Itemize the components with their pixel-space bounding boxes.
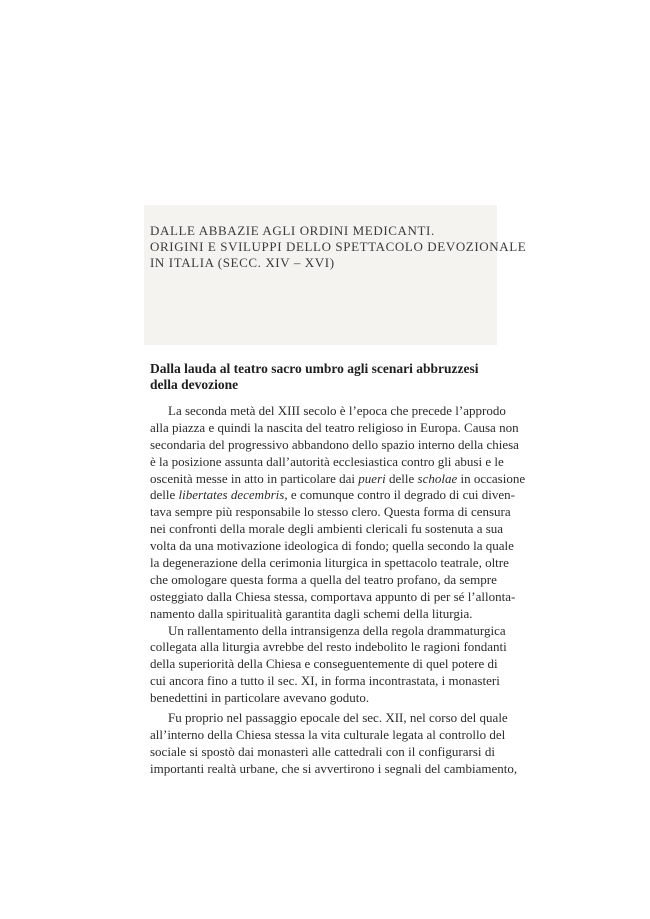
paragraph-1-line: osteggiato dalla Chiesa stessa, comportava appunto di per sé l’allonta-	[150, 588, 516, 604]
italic-term-scholae: scholae	[417, 470, 458, 486]
chapter-title-line-1: DALLE ABBAZIE AGLI ORDINI MEDICANTI.	[150, 223, 435, 238]
paragraph-2-line: benedettini in particolare avevano goduto.	[150, 690, 370, 706]
paragraph-2-line: della superiorità della Chiesa e conseguentemente di quel potere di	[150, 656, 498, 672]
section-heading	[150, 361, 495, 393]
text-run: , e comunque contro il degrado di cui diven-	[284, 487, 515, 503]
text-run: in occasione	[457, 470, 526, 486]
paragraph-1-line: nei confronti della morale degli ambienti clericali fu sostenuta a sua	[150, 521, 504, 537]
paragraph-1-line: che omologare questa forma a quella del teatro profano, da sempre	[150, 571, 497, 587]
body-text	[150, 403, 526, 778]
paragraph-1-line	[150, 470, 526, 488]
paragraph-1-line: volta da una motivazione ideologica di fondo; quella secondo la quale	[150, 538, 514, 554]
paragraph-2-line: Un rallentamento della intransigenza della regola drammaturgica	[168, 622, 506, 638]
section-heading-line-2: della devozione	[150, 377, 239, 392]
paragraph-3-line: sociale si spostò dai monasteri alle cattedrali con il configurarsi di	[150, 743, 495, 759]
paragraph-1-line: namento dalla spiritualità garantita dagli schemi della liturgia.	[150, 605, 473, 621]
text-run: delle	[150, 487, 179, 503]
text-run: delle	[385, 470, 418, 486]
section-heading-line-1: Dalla lauda al teatro sacro umbro agli scenari abbruzzesi	[150, 361, 479, 376]
paragraph-1-line: alla piazza e quindi la nascita del teatro religioso in Europa. Causa non	[150, 419, 519, 435]
chapter-title	[150, 223, 527, 271]
chapter-title-line-2: ORIGINI E SVILUPPI DELLO SPETTACOLO DEVOZIONALE	[150, 239, 527, 254]
paragraph-3-line: Fu proprio nel passaggio epocale del sec. XII, nel corso del quale	[168, 710, 508, 726]
chapter-title-line-3: IN ITALIA (SECC. XIV – XVI)	[150, 255, 335, 270]
text-run: oscenità messe in atto in particolare dai	[150, 470, 359, 486]
paragraph-2-line: collegata alla liturgia avrebbe del resto indebolito le ragioni fondanti	[150, 639, 507, 655]
paragraph-2-line: cui ancora fino a tutto il sec. XI, in forma incontrastata, i monasteri	[150, 673, 500, 689]
paragraph-3-line: all’interno della Chiesa stessa la vita culturale legata al controllo del	[150, 726, 506, 742]
italic-term-pueri: pueri	[358, 470, 386, 486]
paragraph-1-line: La seconda metà del XIII secolo è l’epoca che precede l’approdo	[168, 403, 506, 418]
italic-term-libertates: libertates decembris	[178, 487, 285, 503]
paragraph-1-line: la degenerazione della cerimonia liturgica in spettacolo teatrale, oltre	[150, 555, 509, 571]
paragraph-1-line: è la posizione assunta dall’autorità ecclesiastica contro gli abusi e le	[150, 453, 504, 469]
paragraph-1-line	[150, 487, 515, 504]
paragraph-1-line: tava sempre più responsabile lo stesso clero. Questa forma di censura	[150, 504, 511, 520]
paragraph-3-line: importanti realtà urbane, che si avvertirono i segnali del cambiamento,	[150, 760, 518, 776]
paragraph-1-line: secondaria del progressivo abbandono dello spazio interno della chiesa	[150, 436, 519, 452]
